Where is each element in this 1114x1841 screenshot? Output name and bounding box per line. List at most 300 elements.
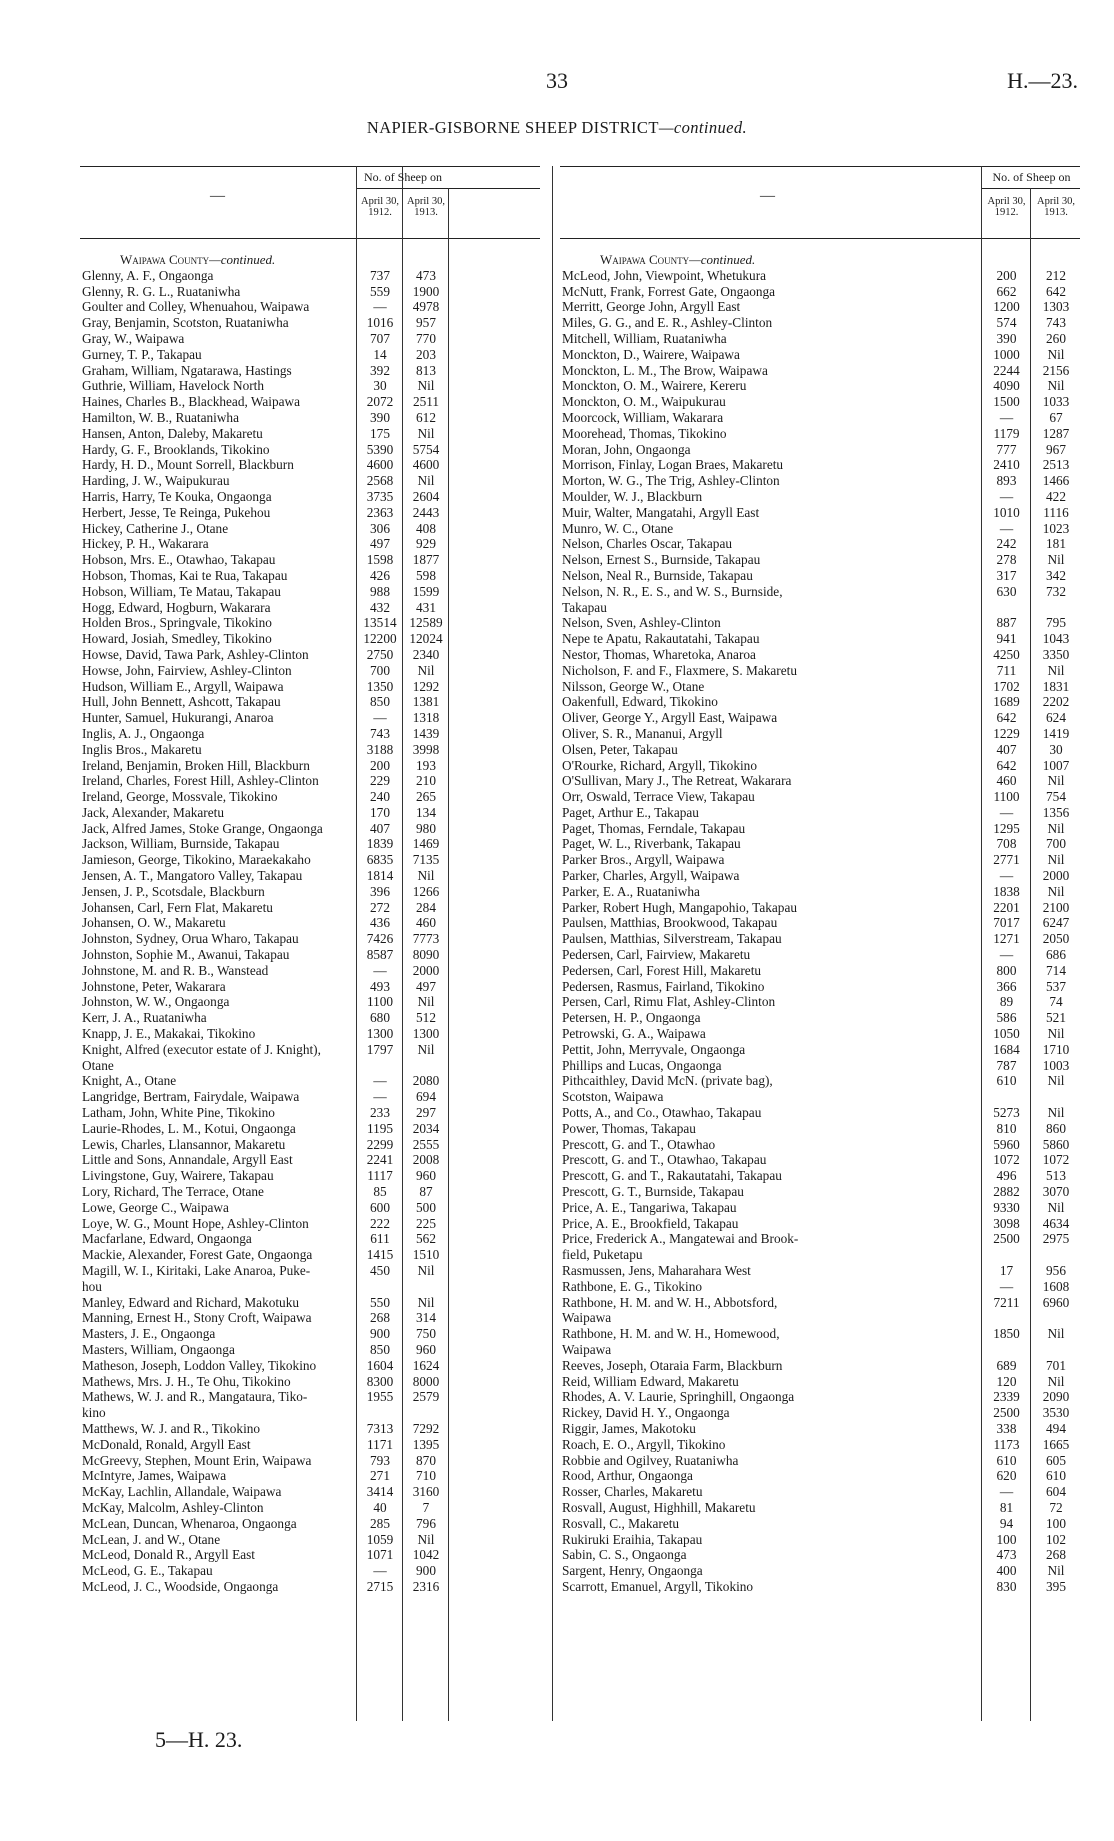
sheep-1913: 686 [1046,947,1066,963]
table-row [80,1168,540,1184]
sheep-1913: 929 [416,536,436,552]
entry-name: Parker Bros., Argyll, Waipawa [562,852,725,868]
table-row [80,1200,540,1216]
table-row [80,1342,540,1358]
table-row [560,252,1080,268]
sheep-1912: 14 [373,346,387,362]
sheep-1913: 956 [1046,1263,1066,1278]
sheep-1912: 170 [370,804,390,820]
sheep-1913: Nil [1047,1326,1065,1342]
sheep-1913: 473 [416,267,436,283]
sheep-1912: — [999,804,1014,820]
sheep-1913: 624 [1046,710,1066,726]
entry-name: Rosvall, C., Makaretu [562,1515,680,1531]
table-row [80,821,540,837]
table-row [560,600,1080,616]
right-table [560,166,1080,1721]
sheep-1912: 5273 [993,1105,1020,1121]
table-row [560,552,1080,568]
entry-name: Monckton, O. M., Wairere, Kereru [562,378,747,394]
sheep-1913: 87 [419,1184,433,1200]
sheep-1912: 242 [996,536,1017,552]
sheep-1912: — [373,1073,387,1089]
sheep-1912: 390 [370,409,390,425]
sheep-1913: 193 [416,757,436,773]
table-row [80,394,540,410]
entry-name: Matheson, Joseph, Loddon Valley, Tikokino [82,1357,317,1373]
sheep-1913: 395 [1046,1578,1066,1594]
sheep-1913: Nil [417,1263,435,1278]
sheep-1912: 396 [370,883,390,899]
table-row [560,1295,1080,1311]
entry-name: Gray, Benjamin, Scotston, Ruataniwha [82,315,289,331]
sheep-1913: 260 [1046,330,1066,346]
entry-name: Livingstone, Guy, Wairere, Takapau [82,1168,274,1184]
entry-name: Monckton, L. M., The Brow, Waipawa [562,362,768,378]
table-row [80,615,540,631]
sheep-1912: 680 [370,1010,390,1026]
table-row [560,1231,1080,1247]
entry-name: Jack, Alfred James, Stoke Grange, Ongaonga [82,820,323,836]
sheep-1913: 7773 [412,931,440,947]
table-row [560,1105,1080,1121]
entry-name: Howse, John, Fairview, Ashley-Clinton [82,662,292,678]
entry-name: Matthews, W. J. and R., Tikokino [82,1420,261,1436]
table-row [560,521,1080,537]
entry-name: Nepe te Apatu, Rakautatahi, Takapau [562,631,760,647]
sheep-1913: Nil [417,1531,435,1547]
table-row [560,331,1080,347]
entry-name: Waipawa [562,1341,612,1357]
entry-name: Macfarlane, Edward, Ongaonga [82,1231,252,1247]
sheep-1913: 980 [416,820,436,836]
sheep-1913: 1266 [412,883,440,899]
sheep-1913: 562 [416,1231,436,1247]
table-row [560,884,1080,900]
table-row [80,1437,540,1453]
table-row [560,1453,1080,1469]
entry-name: Potts, A., and Co., Otawhao, Takapau [562,1105,762,1121]
entry-name: Reeves, Joseph, Otaraia Farm, Blackburn [562,1357,783,1373]
table-row [560,1405,1080,1421]
entry-name: Pedersen, Rasmus, Fairland, Tikokino [562,978,765,994]
header-group-label: No. of Sheep on [364,170,442,184]
table-row [560,1579,1080,1595]
table-row [560,615,1080,631]
page-reference: H.—23. [1007,68,1078,93]
sheep-1912: 271 [370,1468,390,1484]
table-row [80,331,540,347]
sheep-1913: 72 [1049,1499,1063,1515]
sheep-1913: 6247 [1042,915,1070,931]
entry-name: Harding, J. W., Waipukurau [82,473,230,489]
entry-name: Paulsen, Matthias, Silverstream, Takapau [562,931,782,947]
table-row [560,679,1080,695]
table-row [560,994,1080,1010]
entry-name: O'Rourke, Richard, Argyll, Tikokino [562,757,757,773]
sheep-1912: 1797 [366,1041,394,1057]
sheep-1912: 436 [370,915,390,931]
table-row [80,805,540,821]
sheep-1913: 1033 [1042,394,1070,410]
entry-name: Prescott, G. and T., Otawhao [562,1136,716,1152]
sheep-1912: 893 [996,473,1017,489]
table-row [560,1026,1080,1042]
sheep-1912: 120 [996,1373,1017,1389]
sheep-1913: 770 [416,330,436,346]
sheep-1913: 710 [416,1468,436,1484]
sheep-1912: 6835 [366,852,394,868]
entry-name: Price, Frederick A., Mangatewai and Brook- [562,1231,799,1247]
sheep-1913: 960 [416,1341,436,1357]
sheep-1913: 3160 [412,1484,440,1500]
entry-name: Hobson, William, Te Matau, Takapau [82,583,281,599]
entry-name: Prescott, G. T., Burnside, Takapau [562,1184,744,1200]
sheep-1913: 813 [416,362,436,378]
header-bottom-rule [560,238,1080,239]
entry-name: Inglis Bros., Makaretu [82,741,202,757]
table-row [560,789,1080,805]
table-row [560,915,1080,931]
sheep-1913: 2202 [1042,694,1070,710]
sheep-1912: 100 [996,1531,1017,1547]
table-row [560,931,1080,947]
sheep-1913: Nil [1047,852,1065,868]
entry-name: Rathbone, H. M. and W. H., Abbotsford, [562,1294,778,1310]
table-row [80,1058,540,1074]
table-row [80,426,540,442]
table-row [80,600,540,616]
sheep-1913: 750 [416,1326,436,1342]
sheep-1913: 30 [1049,741,1063,757]
sheep-1912: 497 [370,536,390,552]
sheep-1912: 1271 [993,931,1020,947]
entry-name: Knight, Alfred (executor estate of J. Knight), [82,1041,321,1057]
sheep-1913: Nil [1047,378,1065,394]
table-row [560,1247,1080,1263]
sheep-1912: 17 [999,1263,1014,1278]
sheep-1912: 610 [996,1073,1017,1089]
table-row [80,900,540,916]
entry-name: Hickey, Catherine J., Otane [82,520,229,536]
sheep-1912: 3414 [366,1484,394,1500]
sheep-1912: 1415 [366,1247,394,1263]
table-row [560,1326,1080,1342]
sheep-1912: 200 [370,757,390,773]
sheep-1913: 268 [1046,1547,1066,1563]
table-row [560,505,1080,521]
table-row [80,710,540,726]
sheep-1912: 689 [996,1357,1017,1373]
sheep-1913: 203 [416,346,436,362]
table-row [560,268,1080,284]
table-row [80,1453,540,1469]
sheep-1912: 81 [999,1499,1014,1515]
table-row [560,1547,1080,1563]
sheep-1912: 707 [370,330,390,346]
sheep-1912: 432 [370,599,390,615]
entry-name: Latham, John, White Pine, Tikokino [82,1105,275,1121]
entry-name: O'Sullivan, Mary J., The Retreat, Wakarara [562,773,792,789]
entry-name: Monckton, D., Wairere, Waipawa [562,346,740,362]
entry-name: Ireland, George, Mossvale, Tikokino [82,789,278,805]
table-row [560,1500,1080,1516]
sheep-1912: 8300 [366,1373,394,1389]
table-row [80,773,540,789]
sheep-1913: 3998 [412,741,440,757]
entry-name: Mackie, Alexander, Forest Gate, Ongaonga [82,1247,313,1263]
sheep-1913: 1466 [1042,473,1070,489]
sheep-1913: 12589 [409,615,443,631]
entry-name: Takapau [562,599,607,615]
page-footer: 5—H. 23. [155,1727,243,1752]
entry-name: Magill, W. I., Kiritaki, Lake Anaroa, Puke- [82,1263,311,1278]
sheep-1913: Nil [1047,1373,1065,1389]
table-row [80,1105,540,1121]
sheep-1912: 793 [370,1452,390,1468]
table-row [80,1405,540,1421]
sheep-1912: 473 [996,1547,1017,1563]
sheep-1912: 586 [996,1010,1017,1026]
entry-name: Paget, Arthur E., Takapau [562,804,699,820]
sheep-1912: 988 [370,583,390,599]
entry-name: Phillips and Lucas, Ongaonga [562,1057,722,1073]
entry-name: Knapp, J. E., Makakai, Tikokino [82,1026,256,1042]
sheep-1913: 497 [416,978,436,994]
table-row [560,1342,1080,1358]
table-row [560,900,1080,916]
sheep-1913: 297 [416,1105,436,1121]
entry-name: Paget, W. L., Riverbank, Takapau [562,836,741,852]
sheep-1913: 74 [1049,994,1063,1010]
entry-name: Nelson, Sven, Ashley-Clinton [562,615,721,631]
table-row [80,442,540,458]
entry-name: Gurney, T. P., Takapau [82,346,202,362]
table-row [560,568,1080,584]
sheep-1912: 272 [370,899,390,915]
sheep-1912: 450 [370,1263,390,1278]
sheep-1913: 860 [1046,1120,1066,1136]
table-row [560,394,1080,410]
entry-name: Jensen, A. T., Mangatoro Valley, Takapau [82,868,303,884]
sheep-1913: 1608 [1042,1278,1070,1294]
sheep-1913: Nil [1047,773,1065,789]
entry-name: Rosvall, August, Highhill, Makaretu [562,1499,756,1515]
sheep-1912: 1850 [993,1326,1020,1342]
entry-name: Miles, G. G., and E. R., Ashley-Clinton [562,315,773,331]
table-row [560,1563,1080,1579]
sheep-1913: 1356 [1042,804,1070,820]
table-row [80,1326,540,1342]
sheep-1913: 2316 [412,1578,440,1594]
table-row [80,584,540,600]
sheep-1913: 2511 [412,394,440,410]
table-row [560,868,1080,884]
sheep-1913: Nil [417,425,435,441]
table-row [80,299,540,315]
table-row [560,821,1080,837]
left-rows [80,252,540,1595]
entry-name: Kerr, J. A., Ruataniwha [82,1010,207,1026]
entry-name: Hardy, H. D., Mount Sorrell, Blackburn [82,457,294,473]
entry-name: Rickey, David H. Y., Ongaonga [562,1405,730,1421]
table-row [80,1263,540,1279]
table-row [80,979,540,995]
sheep-1912: 4090 [993,378,1020,394]
sheep-1912: 1071 [366,1547,394,1563]
sheep-1913: 5754 [412,441,440,457]
sheep-1912: 222 [370,1215,390,1231]
table-row [560,947,1080,963]
sheep-1913: 1042 [412,1547,440,1563]
sheep-1912: 366 [996,978,1017,994]
sheep-1912: 1838 [993,883,1020,899]
entry-name: Persen, Carl, Rimu Flat, Ashley-Clinton [562,994,776,1010]
table-row [80,852,540,868]
sheep-1912: 1350 [366,678,394,694]
entry-name: hou [82,1278,102,1294]
sheep-1912: 4600 [366,457,394,473]
table-row [560,363,1080,379]
table-row [80,1089,540,1105]
table-row [560,1358,1080,1374]
sheep-1913: 870 [416,1452,436,1468]
table-row [80,505,540,521]
header-col-1913: April 30, 1913. [1037,196,1075,218]
entry-name: Rukiruki Eraihia, Takapau [562,1531,703,1547]
sheep-1912: 610 [996,1452,1017,1468]
entry-name: Glenny, A. F., Ongaonga [82,267,214,283]
sheep-1912: 1300 [366,1026,394,1042]
sheep-1912: 1200 [993,299,1020,315]
sheep-1912: 268 [370,1310,390,1326]
table-row [80,1374,540,1390]
sheep-1912: 2339 [993,1389,1020,1405]
sheep-1913: 1303 [1042,299,1070,315]
table-row [560,963,1080,979]
table-row [80,315,540,331]
table-row [560,426,1080,442]
title-main: NAPIER-GISBORNE SHEEP DISTRICT [366,118,659,137]
entry-name: Nelson, Neal R., Burnside, Takapau [562,567,753,583]
table-row [80,663,540,679]
sheep-1912: 620 [996,1468,1017,1484]
sheep-1912: 2500 [993,1405,1020,1421]
sheep-1912: 1689 [993,694,1020,710]
sheep-1913: 134 [416,804,436,820]
table-row [560,1058,1080,1074]
entry-name: field, Puketapu [562,1247,643,1263]
sheep-1912: 1179 [993,425,1020,441]
entry-name: Mitchell, William, Ruataniwha [562,330,727,346]
sheep-1913: 700 [1046,836,1066,852]
sheep-1912: 810 [996,1120,1017,1136]
table-row [80,726,540,742]
table-row [560,631,1080,647]
entry-name: Langridge, Bertram, Fairydale, Waipawa [82,1089,300,1105]
sheep-1913: 967 [1046,441,1066,457]
table-row [80,347,540,363]
entry-name: McLean, J. and W., Otane [82,1531,221,1547]
table-row [80,552,540,568]
header-col-1913: April 30, 1913. [407,196,445,218]
table-row [560,378,1080,394]
sheep-1913: 957 [416,315,436,331]
sheep-1913: 284 [416,899,436,915]
table-row [80,1468,540,1484]
sheep-1913: 1116 [1043,504,1069,520]
entry-name: Johansen, Carl, Fern Flat, Makaretu [82,899,273,915]
entry-name: Hardy, G. F., Brooklands, Tikokino [82,441,270,457]
sheep-1913: Nil [417,1041,435,1057]
sheep-1912: 642 [996,710,1017,726]
table-row [560,284,1080,300]
sheep-1913: 513 [1046,1168,1066,1184]
sheep-1913: 1300 [412,1026,440,1042]
entry-name: McNutt, Frank, Forrest Gate, Ongaonga [562,283,776,299]
entry-name: Johnstone, Peter, Wakarara [82,978,226,994]
sheep-1912: — [373,1089,387,1105]
entry-name: Hogg, Edward, Hogburn, Wakarara [82,599,271,615]
sheep-1913: 1419 [1042,725,1070,741]
sheep-1912: — [999,868,1014,884]
table-row [560,1437,1080,1453]
header-dash: — [210,188,225,204]
entry-name: Waipawa [562,1310,612,1326]
table-row [560,773,1080,789]
sheep-1913: Nil [1047,552,1065,568]
entry-name: Pithcaithley, David McN. (private bag), [562,1073,773,1089]
table-top-rule [80,166,540,167]
table-row [80,1579,540,1595]
sheep-1913: 714 [1046,962,1066,978]
sheep-1913: 604 [1046,1484,1066,1500]
header-col-1912: April 30, 1912. [987,196,1026,218]
table-row [560,726,1080,742]
sheep-1912: — [999,1484,1014,1500]
sheep-1912: 1171 [366,1436,394,1452]
sheep-1913: 2100 [1042,899,1070,915]
entry-name: Howard, Josiah, Smedley, Tikokino [82,631,272,647]
entry-name: Hickey, P. H., Wakarara [82,536,209,552]
sheep-1913: 732 [1046,583,1066,599]
entry-name: Reid, William Edward, Makaretu [562,1373,739,1389]
sheep-1912: 1195 [366,1120,394,1136]
sheep-1913: Nil [1047,1026,1065,1042]
entry-name: Haines, Charles B., Blackhead, Waipawa [82,394,301,410]
table-row [560,473,1080,489]
entry-name: Lewis, Charles, Llansannor, Makaretu [82,1136,286,1152]
table-row [80,1231,540,1247]
entry-name: Loye, W. G., Mount Hope, Ashley-Clinton [82,1215,309,1231]
sheep-1913: 796 [416,1515,436,1531]
sheep-1913: 2000 [412,962,440,978]
table-row [80,1310,540,1326]
entry-name: Otane [82,1057,114,1073]
table-row [80,1121,540,1137]
table-row [560,979,1080,995]
entry-name: McIntyre, James, Waipawa [82,1468,227,1484]
sheep-1913: 265 [416,789,436,805]
sheep-1913: 422 [1046,488,1066,504]
table-row [560,442,1080,458]
sheep-1913: 1665 [1042,1436,1070,1452]
sheep-1913: Nil [417,378,435,394]
sheep-1913: Nil [417,868,435,884]
entry-name: Howse, David, Tawa Park, Ashley-Clinton [82,646,309,662]
page-title [0,118,1114,138]
entry-name: Pettit, John, Merryvale, Ongaonga [562,1041,746,1057]
